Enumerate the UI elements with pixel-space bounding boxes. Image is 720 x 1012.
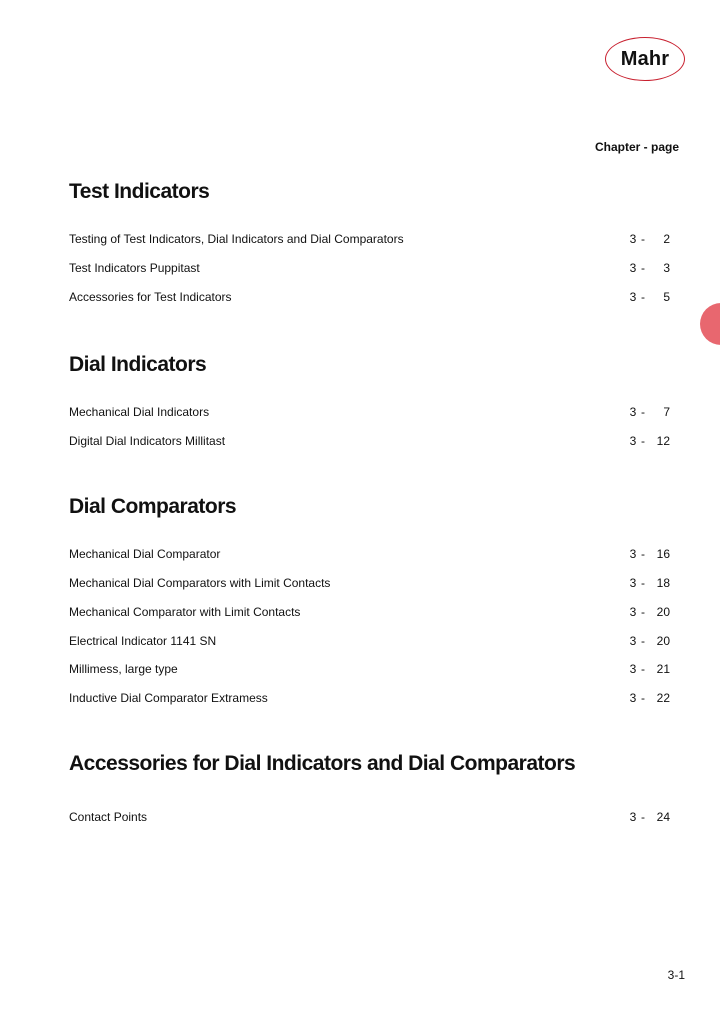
toc-entry-separator: - [641,547,645,561]
toc-entry-label: Testing of Test Indicators, Dial Indicators and Dial Comparators [69,232,404,246]
toc-entry-separator: - [641,576,645,590]
toc-entry-label: Mechanical Comparator with Limit Contacts [69,605,301,619]
toc-entry-separator: - [641,261,645,275]
toc-entry-label: Mechanical Dial Indicators [69,405,210,419]
toc-entry-separator: - [641,232,645,246]
toc-entry-page: 18 [656,576,670,590]
toc-entry-separator: - [641,605,645,619]
toc-entry-separator: - [641,662,645,676]
toc-entry-label: Contact Points [69,810,148,824]
toc-entry-label: Millimess, large type [69,662,178,676]
toc-entry-label: Digital Dial Indicators Millitast [69,434,226,448]
toc-entry-label: Mechanical Dial Comparators with Limit Contacts [69,576,331,590]
logo-text: Mahr [620,47,670,70]
toc-entry-separator: - [641,810,645,824]
toc-entry-label: Accessories for Test Indicators [69,290,232,304]
toc-entry-page: 5 [663,290,670,304]
toc-entry[interactable] [69,290,670,306]
toc-entry-page: 20 [656,634,670,648]
toc-entry-chapter: 3 [629,547,637,561]
toc-entry-page: 2 [663,232,670,246]
toc-entry-chapter: 3 [629,232,637,246]
toc-entry-chapter: 3 [629,405,637,419]
toc-entry-chapter: 3 [629,634,637,648]
toc-entry[interactable] [69,605,670,621]
toc-entry[interactable] [69,434,670,450]
section-title-accessories: Accessories for Dial Indicators and Dial Comparators [69,752,576,775]
toc-entry[interactable] [69,261,670,277]
chapter-tab-marker [700,303,720,345]
toc-entry-chapter: 3 [629,691,637,705]
page-number: 3-1 [667,968,685,982]
toc-entry[interactable] [69,576,670,592]
toc-entry-page: 22 [656,691,670,705]
chapter-page-header: Chapter - page [594,140,679,154]
toc-entry-page: 24 [656,810,670,824]
toc-entry-chapter: 3 [629,605,637,619]
toc-entry-separator: - [641,634,645,648]
toc-entry-page: 21 [656,662,670,676]
toc-entry-page: 7 [663,405,670,419]
section-title-dial-indicators: Dial Indicators [69,353,207,376]
toc-entry-chapter: 3 [629,576,637,590]
toc-entry-separator: - [641,290,645,304]
toc-entry-chapter: 3 [629,662,637,676]
toc-entry[interactable] [69,634,670,650]
toc-entry[interactable] [69,662,670,678]
toc-entry-chapter: 3 [629,261,637,275]
toc-entry-chapter: 3 [629,810,637,824]
toc-entry[interactable] [69,232,670,248]
toc-entry-separator: - [641,405,645,419]
toc-entry-page: 3 [663,261,670,275]
section-title-test-indicators: Test Indicators [69,180,210,203]
toc-entry-chapter: 3 [629,434,637,448]
mahr-logo [605,37,685,81]
toc-entry-separator: - [641,434,645,448]
toc-entry[interactable] [69,810,670,826]
toc-entry[interactable] [69,405,670,421]
toc-entry-label: Electrical Indicator 1141 SN [69,634,217,648]
toc-entry[interactable] [69,547,670,563]
toc-entry-separator: - [641,691,645,705]
toc-entry-page: 16 [656,547,670,561]
toc-entry-page: 20 [656,605,670,619]
toc-entry-label: Test Indicators Puppitast [69,261,200,275]
toc-entry-label: Inductive Dial Comparator Extramess [69,691,268,705]
section-title-dial-comparators: Dial Comparators [69,495,237,518]
toc-entry-chapter: 3 [629,290,637,304]
toc-entry-label: Mechanical Dial Comparator [69,547,221,561]
toc-entry-page: 12 [656,434,670,448]
toc-entry[interactable] [69,691,670,707]
